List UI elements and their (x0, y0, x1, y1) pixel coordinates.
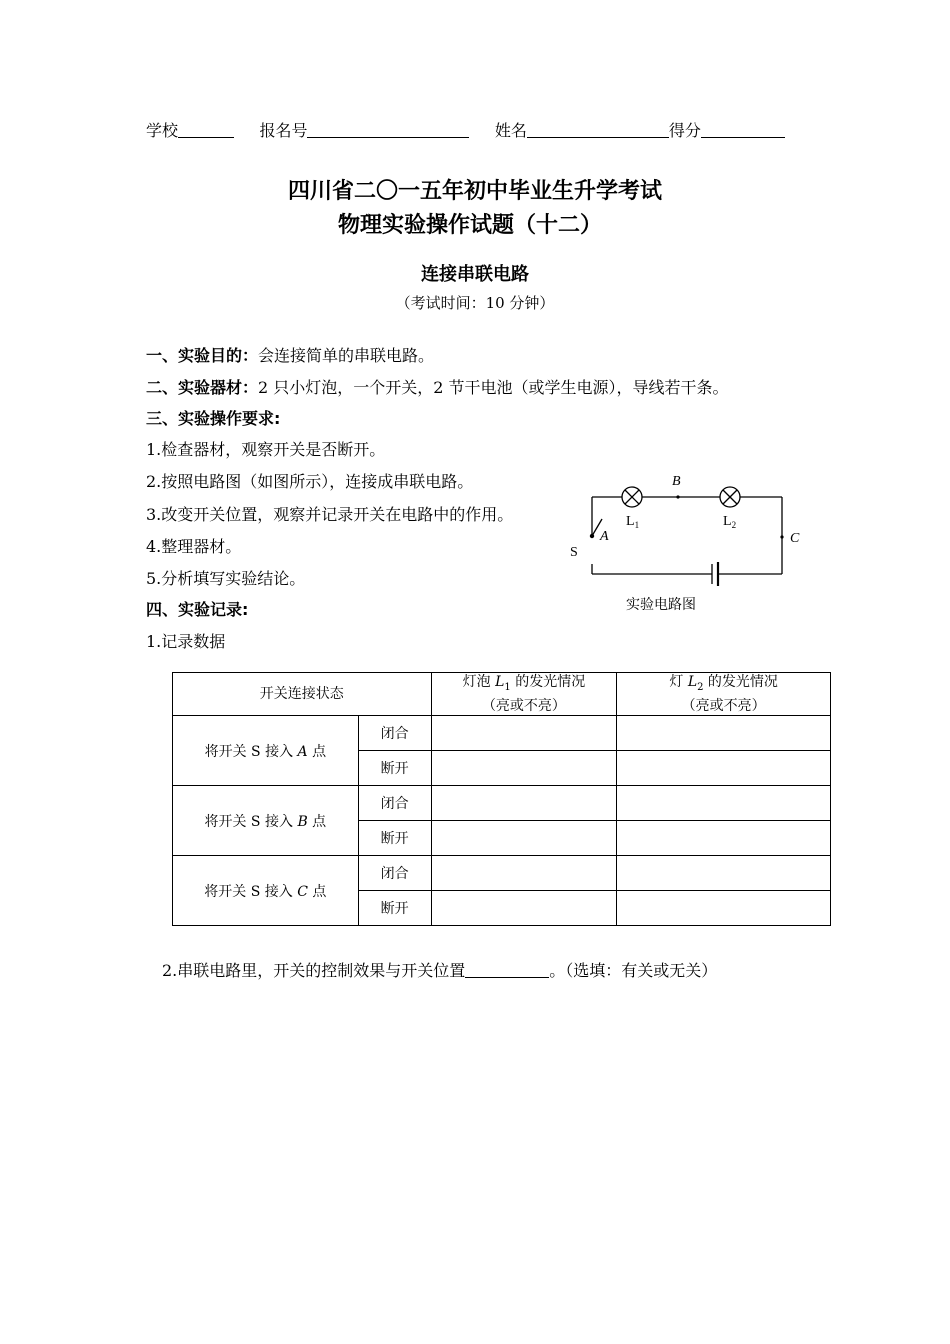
answer-cell[interactable] (431, 751, 617, 786)
diagram-label-L2: $L_2$ (723, 514, 737, 530)
diagram-label-B: B (672, 474, 681, 489)
answer-cell[interactable] (617, 751, 831, 786)
conclusion-line (162, 958, 717, 981)
section-materials (146, 375, 729, 398)
row-label-C: 将开关 S 接入 C 点 (173, 856, 359, 926)
subtitle: 连接串联电路 (421, 264, 529, 285)
name-blank[interactable] (527, 121, 669, 138)
row-label-A: 将开关 S 接入 A 点 (173, 716, 359, 786)
table-row (173, 786, 831, 821)
answer-cell[interactable] (431, 716, 617, 751)
reg-blank[interactable] (307, 121, 469, 138)
diagram-label-L1: $L_1$ (626, 514, 640, 530)
section-purpose-text: 会连接简单的串联电路。 (258, 346, 435, 365)
section-record-label: 四、实验记录: (146, 600, 249, 619)
row-label-B: 将开关 S 接入 B 点 (173, 786, 359, 856)
circuit-diagram (560, 466, 810, 616)
record-table (172, 672, 831, 926)
answer-cell[interactable] (617, 821, 831, 856)
header-l1: 灯泡 $L_1$ 的发光情况 （亮或不亮） (431, 673, 617, 716)
table-header-row (173, 673, 831, 716)
name-label: 姓名 (494, 121, 527, 140)
score-blank[interactable] (701, 121, 785, 138)
table-row (173, 856, 831, 891)
header-l1-note: （亮或不亮） (481, 697, 566, 714)
section-purpose-label: 一、实验目的： (146, 346, 259, 365)
step-2: 2.按照电路图（如图所示），连接成串联电路。 (146, 472, 474, 491)
state-open: 断开 (358, 891, 431, 926)
score-label: 得分 (668, 121, 701, 140)
exam-time: （考试时间：10 分钟） (395, 294, 555, 312)
answer-cell[interactable] (431, 891, 617, 926)
header-state: 开关连接状态 (173, 673, 432, 716)
state-closed: 闭合 (358, 716, 431, 751)
title-line-2: 物理实验操作试题（十二） (337, 213, 602, 238)
conclusion-pre: 2.串联电路里，开关的控制效果与开关位置 (162, 961, 466, 980)
section-purpose (146, 343, 434, 366)
section-materials-label: 二、实验器材： (146, 378, 259, 397)
school-blank[interactable] (178, 121, 234, 138)
record-sub-label: 1.记录数据 (146, 632, 226, 651)
reg-label: 报名号 (259, 121, 308, 140)
state-closed: 闭合 (358, 856, 431, 891)
section-materials-text: 2 只小灯泡，一个开关，2 节干电池（或学生电源），导线若干条。 (258, 378, 729, 397)
conclusion-blank[interactable] (465, 961, 549, 978)
answer-cell[interactable] (617, 786, 831, 821)
answer-cell[interactable] (431, 786, 617, 821)
state-open: 断开 (358, 751, 431, 786)
answer-cell[interactable] (617, 891, 831, 926)
answer-cell[interactable] (431, 821, 617, 856)
table-row (173, 716, 831, 751)
answer-cell[interactable] (617, 716, 831, 751)
diagram-label-C: C (790, 531, 800, 546)
answer-cell[interactable] (431, 856, 617, 891)
school-label: 学校 (146, 121, 179, 140)
diagram-caption: 实验电路图 (626, 597, 696, 613)
step-5: 5.分析填写实验结论。 (146, 569, 306, 588)
diagram-label-S: S (570, 545, 578, 560)
step-1: 1.检查器材，观察开关是否断开。 (146, 440, 386, 459)
title-line-1: 四川省二〇一五年初中毕业生升学考试 (287, 179, 662, 204)
section-operation-label: 三、实验操作要求: (146, 409, 281, 428)
answer-cell[interactable] (617, 856, 831, 891)
header-l2-note: （亮或不亮） (681, 697, 766, 714)
state-closed: 闭合 (358, 786, 431, 821)
step-4: 4.整理器材。 (146, 537, 242, 556)
header-l2: 灯 $L_2$ 的发光情况 （亮或不亮） (617, 673, 831, 716)
header-info-line (146, 118, 785, 141)
step-3: 3.改变开关位置，观察并记录开关在电路中的作用。 (146, 505, 514, 524)
diagram-label-A: A (600, 529, 609, 544)
state-open: 断开 (358, 821, 431, 856)
conclusion-post: 。（选填：有关或无关） (549, 961, 718, 980)
